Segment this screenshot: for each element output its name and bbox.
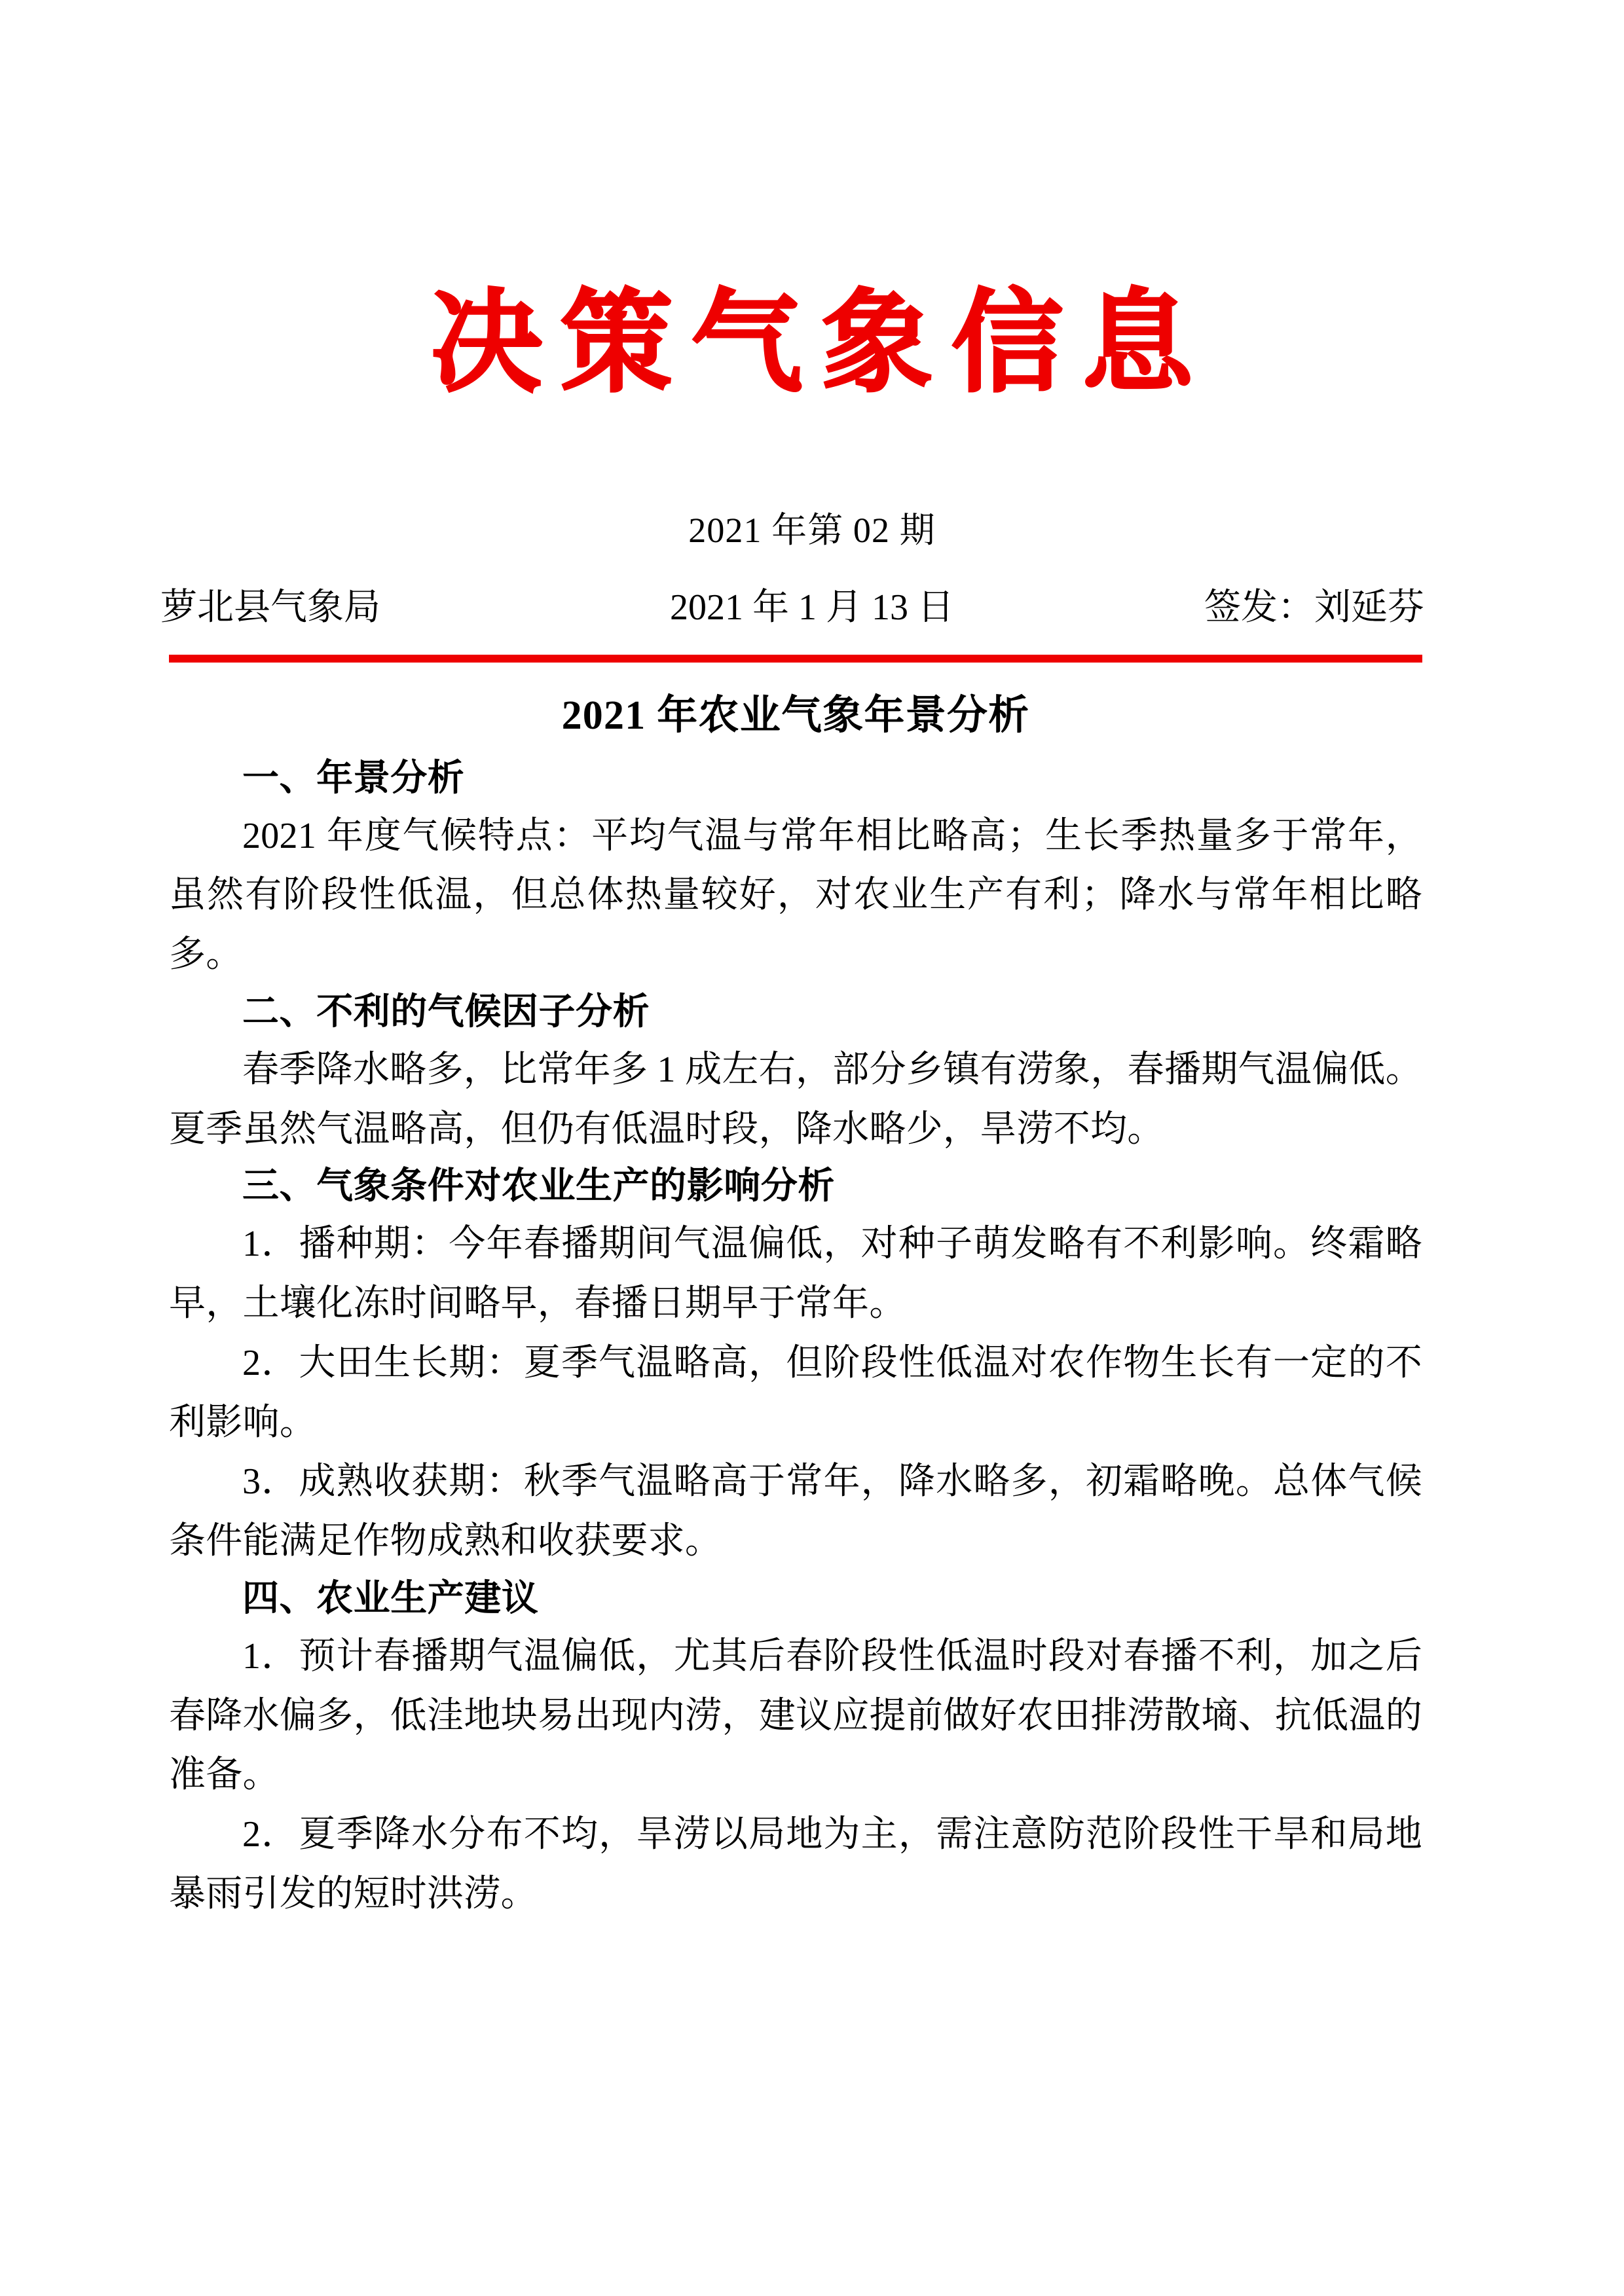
body-paragraph: 春季降水略多，比常年多 1 成左右，部分乡镇有涝象，春播期气温偏低。夏季虽然气温略高，但仍有低温时段，降水略少，旱涝不均。 bbox=[169, 1049, 1422, 1150]
body-paragraph: 2．夏季降水分布不均，旱涝以局地为主，需注意防范阶段性干旱和局地暴雨引发的短时洪涝。 bbox=[169, 1814, 1422, 1914]
issue-number-line: 2021 年第 02 期 bbox=[688, 511, 936, 550]
section-heading: 四、农业生产建议 bbox=[242, 1578, 539, 1619]
masthead-info-row bbox=[160, 585, 1424, 630]
section-heading: 一、年景分析 bbox=[242, 757, 465, 799]
body-paragraph: 2．大田生长期：夏季气温略高，但阶段性低温对农作物生长有一定的不利影响。 bbox=[169, 1342, 1422, 1443]
document-sections bbox=[169, 751, 1422, 1924]
issuing-agency: 萝北县气象局 bbox=[160, 587, 380, 628]
document-title: 2021 年农业气象年景分析 bbox=[561, 693, 1030, 738]
body-paragraph: 2021 年度气候特点：平均气温与常年相比略高；生长季热量多于常年，虽然有阶段性低温，但总体热量较好，对农业生产有利；降水与常年相比略多。 bbox=[169, 815, 1422, 975]
section-heading: 二、不利的气候因子分析 bbox=[242, 991, 650, 1032]
section-heading: 三、气象条件对农业生产的影响分析 bbox=[242, 1166, 835, 1207]
masthead-divider-rule bbox=[169, 655, 1422, 663]
body-paragraph: 1．播种期：今年春播期间气温偏低，对种子萌发略有不利影响。终霜略早，土壤化冻时间略早，春播日期早于常年。 bbox=[169, 1224, 1422, 1324]
masthead-title: 决策气象信息 bbox=[430, 282, 1213, 405]
document-body bbox=[169, 691, 1422, 1923]
body-paragraph: 3．成熟收获期：秋季气温略高于常年，降水略多，初霜略晚。总体气候条件能满足作物成熟和收获要求。 bbox=[169, 1461, 1422, 1562]
body-paragraph: 1．预计春播期气温偏低，尤其后春阶段性低温时段对春播不利，加之后春降水偏多，低洼地块易出现内涝，建议应提前做好农田排涝散墒、抗低温的准备。 bbox=[169, 1635, 1422, 1796]
issue-date: 2021 年 1 月 13 日 bbox=[670, 587, 954, 628]
signed-by: 签发：刘延芬 bbox=[1204, 587, 1424, 628]
